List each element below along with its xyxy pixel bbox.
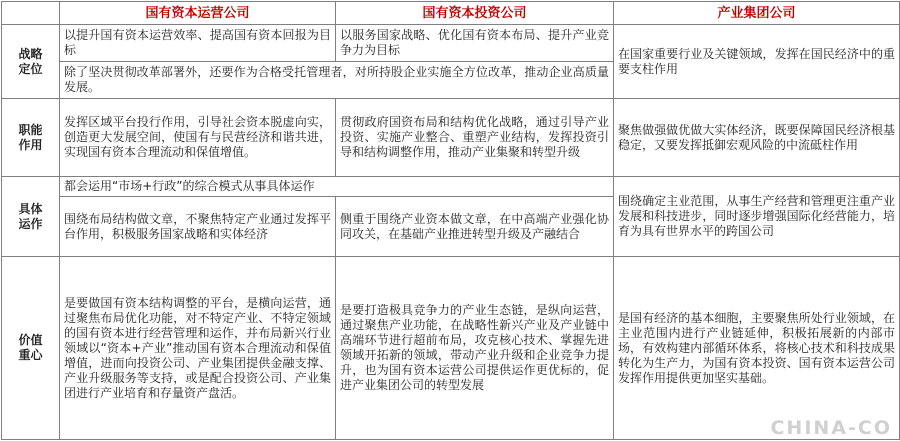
row-label-strategic-positioning: 战略 定位	[2, 25, 60, 99]
row-label-operation: 具体 运作	[2, 177, 60, 257]
header-operating-company: 国有资本运营公司	[60, 2, 336, 25]
cell-value-operating: 是要做国有资本结构调整的平台，是横向运营，通过聚焦布局优化功能，对不特定产业、不特定领域的国有资本进行经营管理和运作，并布局新兴行业领域以“资本+产业”推动国有资本合理流动和保值增值，进而向投资公司、产业集团提供金融支撑、产业升级服务等支持，或是配合投资公司、产业集团进行产业培育和存量资产盘活。	[60, 257, 336, 440]
table-row	[2, 25, 900, 62]
header-corner	[2, 2, 60, 25]
header-row	[2, 2, 900, 25]
cell-operation-operating: 围绕布局结构做文章，不聚焦特定产业通过发挥平台作用，积极服务国家战略和实体经济	[60, 197, 336, 257]
cell-operation-shared: 都会运用“市场+行政”的综合模式从事具体运作	[60, 177, 614, 197]
cell-positioning-investment: 以服务国家战略、优化国有资本布局、提升产业竞争力为目标	[336, 25, 614, 62]
cell-operation-investment: 侧重于围绕产业资本做文章，在中高端产业强化协同攻关，在基础产业推进转型升级及产融结合	[336, 197, 614, 257]
row-label-functions: 职能 作用	[2, 99, 60, 177]
cell-functions-operating: 发挥区域平台投行作用，引导社会资本脱虚向实，创造更大发展空间，使国有与民营经济和谐共进，实现国有资本合理流动和保值增值。	[60, 99, 336, 177]
cell-value-investment: 是要打造极具竞争力的产业生态链，是纵向运营，通过聚焦产业功能，在战略性新兴产业及产业链中高端环节进行超前布局，攻克核心技术、掌握先进领域开拓新的领域，带动产业升级和企业竞争力提升，也为国有资本运营公司提供运作更优标的，促进产业集团公司的转型发展	[336, 257, 614, 440]
table-row	[2, 177, 900, 197]
header-industrial-group: 产业集团公司	[614, 2, 900, 25]
table-row	[2, 257, 900, 440]
cell-positioning-shared: 除了坚决贯彻改革部署外，还要作为合格受托管理者，对所持股企业实施全方位改革，推动企业高质量发展。	[60, 62, 614, 99]
cell-functions-industrial: 聚焦做强做优做大实体经济，既要保障国民经济根基稳定，又要发挥抵御宏观风险的中流砥柱作用	[614, 99, 900, 177]
cell-positioning-industrial: 在国家重要行业及关键领域，发挥在国民经济中的重要支柱作用	[614, 25, 900, 99]
watermark-logo: CHINA-CO	[770, 417, 892, 439]
cell-functions-investment: 贯彻政府国资布局和结构优化战略，通过引导产业投资、实施产业整合、重塑产业结构，发挥投资引导和结构调整作用，推动产业集聚和转型升级	[336, 99, 614, 177]
cell-operation-industrial: 围绕确定主业范围，从事生产经营和管理更注重产业发展和科技进步，同时逐步增强国际化经营能力，培育为具有世界水平的跨国公司	[614, 177, 900, 257]
cell-value-industrial: 是国有经济的基本细胞，主要聚焦所处行业领域，在主业范围内进行产业链延伸，积极拓展新的内部市场，有效构建内部循环体系，将核心技术和科技成果转化为生产力，为国有资本投资、国有资本运营公司发挥作用提供更加坚实基础。	[614, 257, 900, 440]
row-label-value-focus: 价值 重心	[2, 257, 60, 440]
comparison-table	[1, 1, 900, 440]
header-investment-company: 国有资本投资公司	[336, 2, 614, 25]
cell-positioning-operating: 以提升国有资本运营效率、提高国有资本回报为目标	[60, 25, 336, 62]
table-row	[2, 99, 900, 177]
